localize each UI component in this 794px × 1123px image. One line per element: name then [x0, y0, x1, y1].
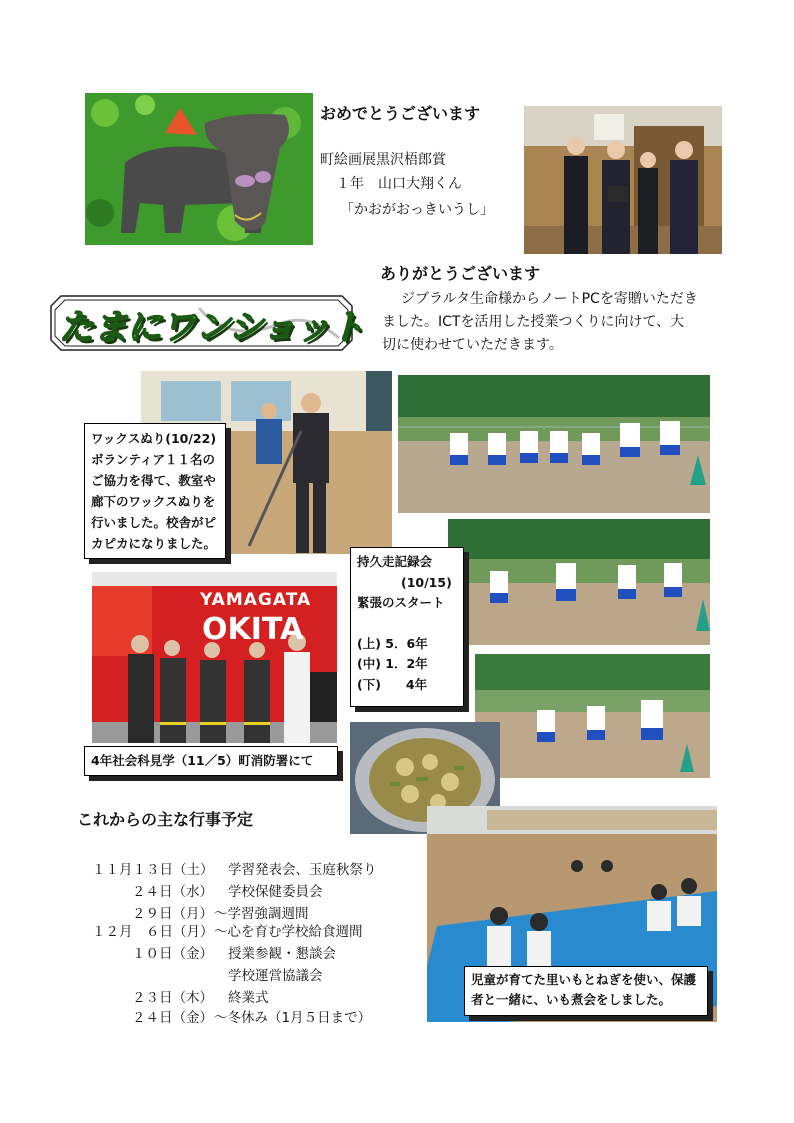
schedule-event: 授業参観・懇談会	[228, 946, 336, 962]
award-heading: おめでとうございます	[320, 104, 481, 123]
thanks-line-1: ジブラルタ生命様からノートPCを寄贈いただき	[401, 291, 698, 307]
race-line-7: (下) 4年	[357, 676, 428, 692]
schedule-row	[92, 858, 214, 878]
schedule-heading: これからの主な行事予定	[77, 810, 254, 829]
schedule-date: １１月１３日（土）	[92, 862, 214, 878]
schedule-event: ～学習強調週間	[214, 906, 309, 922]
race-spacer	[357, 614, 457, 634]
schedule-event: 学校運営協議会	[228, 968, 323, 984]
award-student: １年 山口大翔くん	[336, 176, 462, 192]
thanks-heading: ありがとうございます	[380, 264, 541, 283]
race-caption-box	[350, 547, 464, 707]
banner-text: たまにワンショット	[59, 308, 364, 348]
race-photo-bottom	[475, 654, 710, 778]
cow-painting-photo	[85, 93, 313, 245]
wax-line-1: ワックスぬり(10/22)	[91, 431, 217, 446]
schedule-date: ２３日（木）	[132, 990, 213, 1006]
award-title: 「かおがおっきいうし」	[340, 202, 494, 218]
race-photo-middle	[448, 519, 710, 645]
race-line-3: 緊張のスタート	[357, 595, 445, 610]
race-line-5: (上) 5．6年	[357, 635, 428, 651]
thanks-line-2: ました。ICTを活用した授業つくりに向けて、大	[382, 314, 685, 330]
schedule-event: 学校保健委員会	[228, 884, 323, 900]
award-name: 町絵画展黒沢梧郎賞	[320, 152, 446, 168]
schedule-event: 終業式	[228, 990, 269, 1006]
fire-station-photo	[92, 572, 337, 743]
race-line-1: 持久走記録会	[357, 554, 433, 569]
donation-photo	[524, 106, 722, 254]
fire-caption: 4年社会科見学（11／5）町消防署にて	[91, 753, 314, 768]
wax-line-6: カピカになりました。	[91, 536, 217, 551]
schedule-event: 学習発表会、玉庭秋祭り	[228, 862, 377, 878]
schedule-event: ～心を育む学校給食週間	[214, 924, 363, 940]
imoni-caption-box	[464, 966, 708, 1016]
schedule-date: ２４日（水）	[132, 884, 213, 900]
imoni-caption-line-2: 者と一緒に、いも煮会をしました。	[471, 992, 672, 1007]
wax-line-3: ご協力を得て、教室や	[91, 473, 216, 488]
wax-line-2: ボランティア１１名の	[91, 452, 216, 467]
schedule-event: ～冬休み（1月５日まで）	[214, 1010, 372, 1026]
wax-line-4: 廊下のワックスぬりを	[91, 494, 216, 509]
fire-caption-box	[84, 746, 338, 776]
truck-text-yamagata: YAMAGATA	[200, 590, 312, 610]
thanks-line-3: 切に使わせていただきます。	[382, 337, 563, 353]
imoni-caption-line-1: 児童が育てた里いもとねぎを使い、保護	[471, 972, 697, 987]
schedule-date: ２４日（金）	[132, 1010, 213, 1026]
wax-line-5: 行いました。校舎がピ	[91, 515, 217, 530]
schedule-date: １２月 ６日（月）	[92, 924, 214, 940]
race-line-6: (中) 1．2年	[357, 656, 428, 671]
race-photo-top	[398, 375, 710, 513]
race-line-2: (10/15)	[401, 574, 452, 590]
waxing-caption-box	[84, 423, 226, 559]
truck-text-okitama: OKITA	[202, 612, 304, 647]
one-shot-banner	[49, 294, 364, 352]
schedule-date: １０日（金）	[132, 946, 213, 962]
schedule-date: ２９日（月）	[132, 906, 213, 922]
